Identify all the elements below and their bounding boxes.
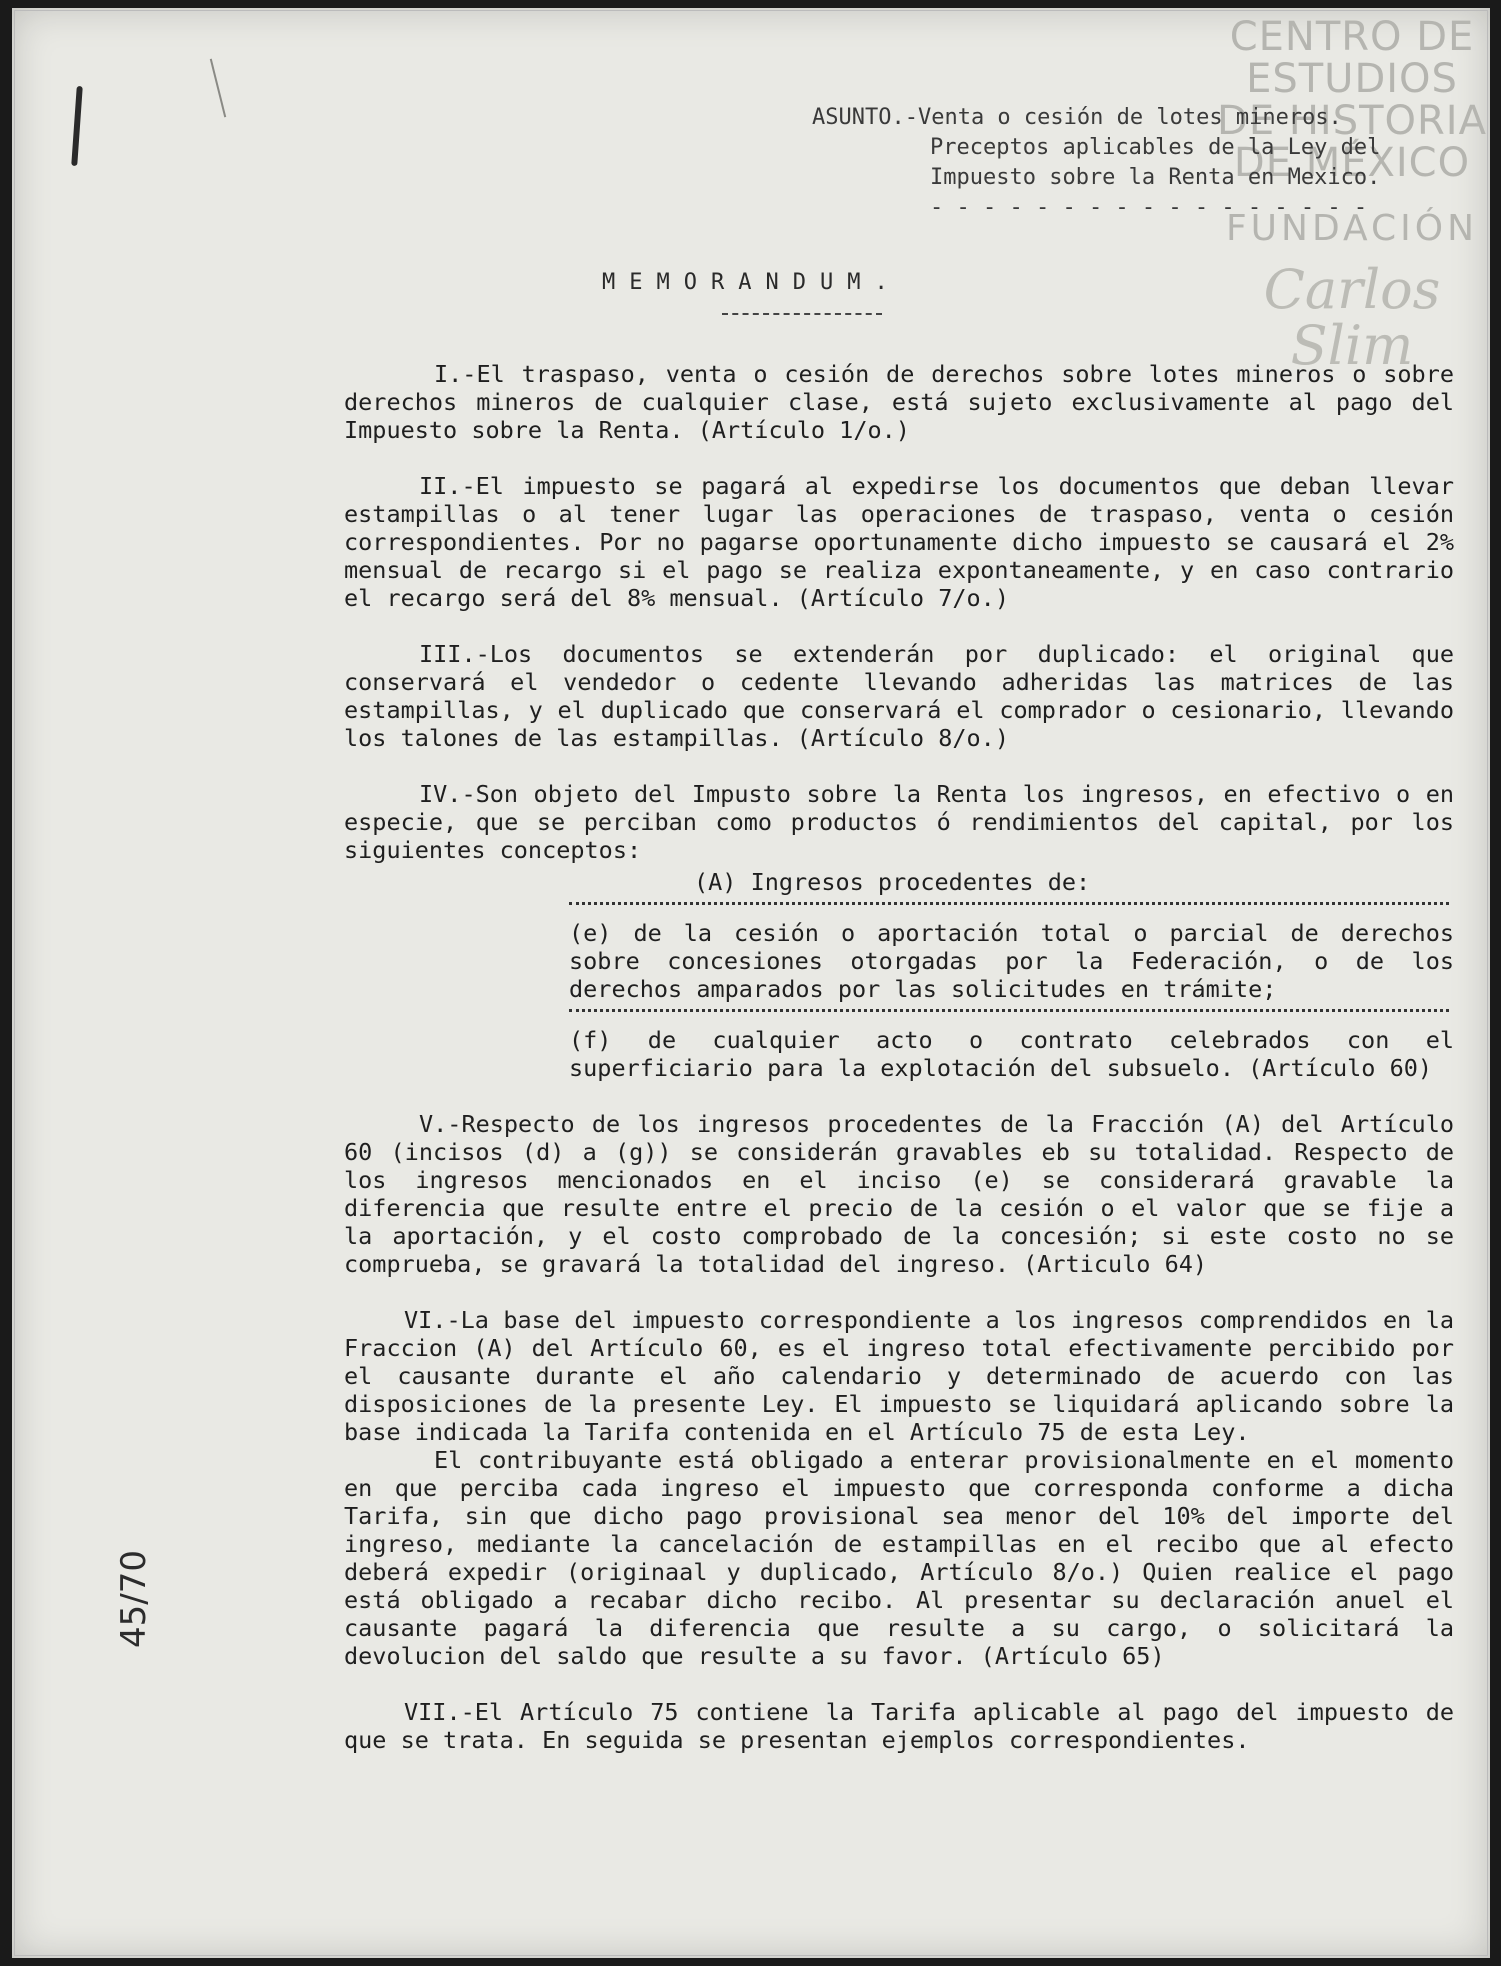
watermark-line: ESTUDIOS bbox=[1246, 56, 1458, 102]
watermark-signature: Carlos Slim bbox=[1263, 257, 1441, 378]
item-e: (e) de la cesión o aportación total o parcial de derechos sobre concesiones otorgadas por la Federación, o de los derechos amparados por las solicitudes en trámite; bbox=[569, 919, 1454, 1003]
dotted-separator bbox=[569, 1009, 1449, 1026]
paragraph-v: V.-Respecto de los ingresos procedentes de la Fracción (A) del Artículo 60 (incisos (d) a (g)) se considerán gravables eb su totalidad. Respecto de los ingresos mencionados en el inciso (e) se considerará gravable la diferencia que resulte entre el precio de la cesión o el valor que se fije a la aportación, y el costo comprobado de la concesión; si este costo no se comprueba, se gravará la totalidad del ingreso. (Articulo 64) bbox=[344, 1110, 1454, 1278]
subject-line: ASUNTO.-Venta o cesión de lotes mineros. bbox=[812, 105, 1342, 130]
watermark-line: CENTRO DE bbox=[1229, 14, 1475, 60]
watermark-line: DE HISTORIA bbox=[1217, 98, 1487, 144]
paragraph-iii: III.-Los documentos se extenderán por duplicado: el original que conservará el vendedor o cedente llevando adheridas las matrices de las estampillas, y el duplicado que conservará el comprador o cesionario, llevando los talones de las estampillas. (Artículo 8/o.) bbox=[344, 640, 1454, 752]
subject-rule: - - - - - - - - - - - - - - - - - bbox=[930, 195, 1368, 220]
document-page bbox=[12, 8, 1490, 1958]
item-f: (f) de cualquier acto o contrato celebrados con el superficiario para la explotación del subsuelo. (Artículo 60) bbox=[569, 1026, 1454, 1082]
watermark-line: DE MÉXICO bbox=[1233, 140, 1471, 186]
watermark-foundation: FUNDACIÓN bbox=[1225, 208, 1479, 249]
paragraph-iv: IV.-Son objeto del Impusto sobre la Renta los ingresos, en efectivo o en especie, que se perciban como productos ó rendimientos del capital, por los siguientes conceptos: bbox=[344, 780, 1454, 864]
subject-line: Preceptos aplicables de la Ley del bbox=[930, 135, 1381, 160]
subject-line: Impuesto sobre la Renta en Mexico. bbox=[930, 165, 1381, 190]
paragraph-i: I.-El traspaso, venta o cesión de derechos sobre lotes mineros o sobre derechos mineros de cualquier clase, está sujeto exclusivamente al pago del Impuesto sobre la Renta. (Artículo 1/o.) bbox=[344, 360, 1454, 444]
page-number-handwritten: 45/70 bbox=[114, 1550, 154, 1648]
paragraph-vi: VI.-La base del impuesto correspondiente a los ingresos comprendidos en la Fraccion (A) del Artículo 60, es el ingreso total efectivamente percibido por el causante durante el año calendario y determinado de acuerdo con las disposiciones de la presente Ley. El impuesto se liquidará aplicando sobre la base indicada la Tarifa contenida en el Artículo 75 de esta Ley. bbox=[344, 1306, 1454, 1446]
memo-body bbox=[344, 360, 1454, 1782]
fraction-a-heading: (A) Ingresos procedentes de: bbox=[694, 868, 1091, 896]
subject-block bbox=[812, 103, 1452, 223]
dotted-separator bbox=[569, 902, 1449, 919]
memo-title: MEMORANDUM. bbox=[602, 270, 902, 295]
paragraph-vi-continued: El contribuyante está obligado a enterar provisionalmente en el momento en que perciba cada ingreso el impuesto que corresponda conforme a dicha Tarifa, sin que dicho pago provisional sea menor del 10% del importe del ingreso, mediante la cancelación de estampillas en el recibo que al efecto deberá expedir (originaal y duplicado, Artículo 8/o.) Quien realice el pago está obligado a recabar dicho recibo. Al presentar su declaración anuel el causante pagará la diferencia que resulte a su cargo, o solicitará la devolucion del saldo que resulte a su favor. (Artículo 65) bbox=[344, 1446, 1454, 1670]
paragraph-vii: VII.-El Artículo 75 contiene la Tarifa aplicable al pago del impuesto de que se trata. En seguida se presentan ejemplos correspondientes. bbox=[344, 1698, 1454, 1754]
title-underline bbox=[722, 313, 882, 315]
paragraph-ii: II.-El impuesto se pagará al expedirse los documentos que deban llevar estampillas o al tener lugar las operaciones de traspaso, venta o cesión correspondientes. Por no pagarse oportunamente dicho impuesto se causará el 2% mensual de recargo si el pago se realiza expontaneamente, y en caso contrario el recargo será del 8% mensual. (Artículo 7/o.) bbox=[344, 472, 1454, 612]
